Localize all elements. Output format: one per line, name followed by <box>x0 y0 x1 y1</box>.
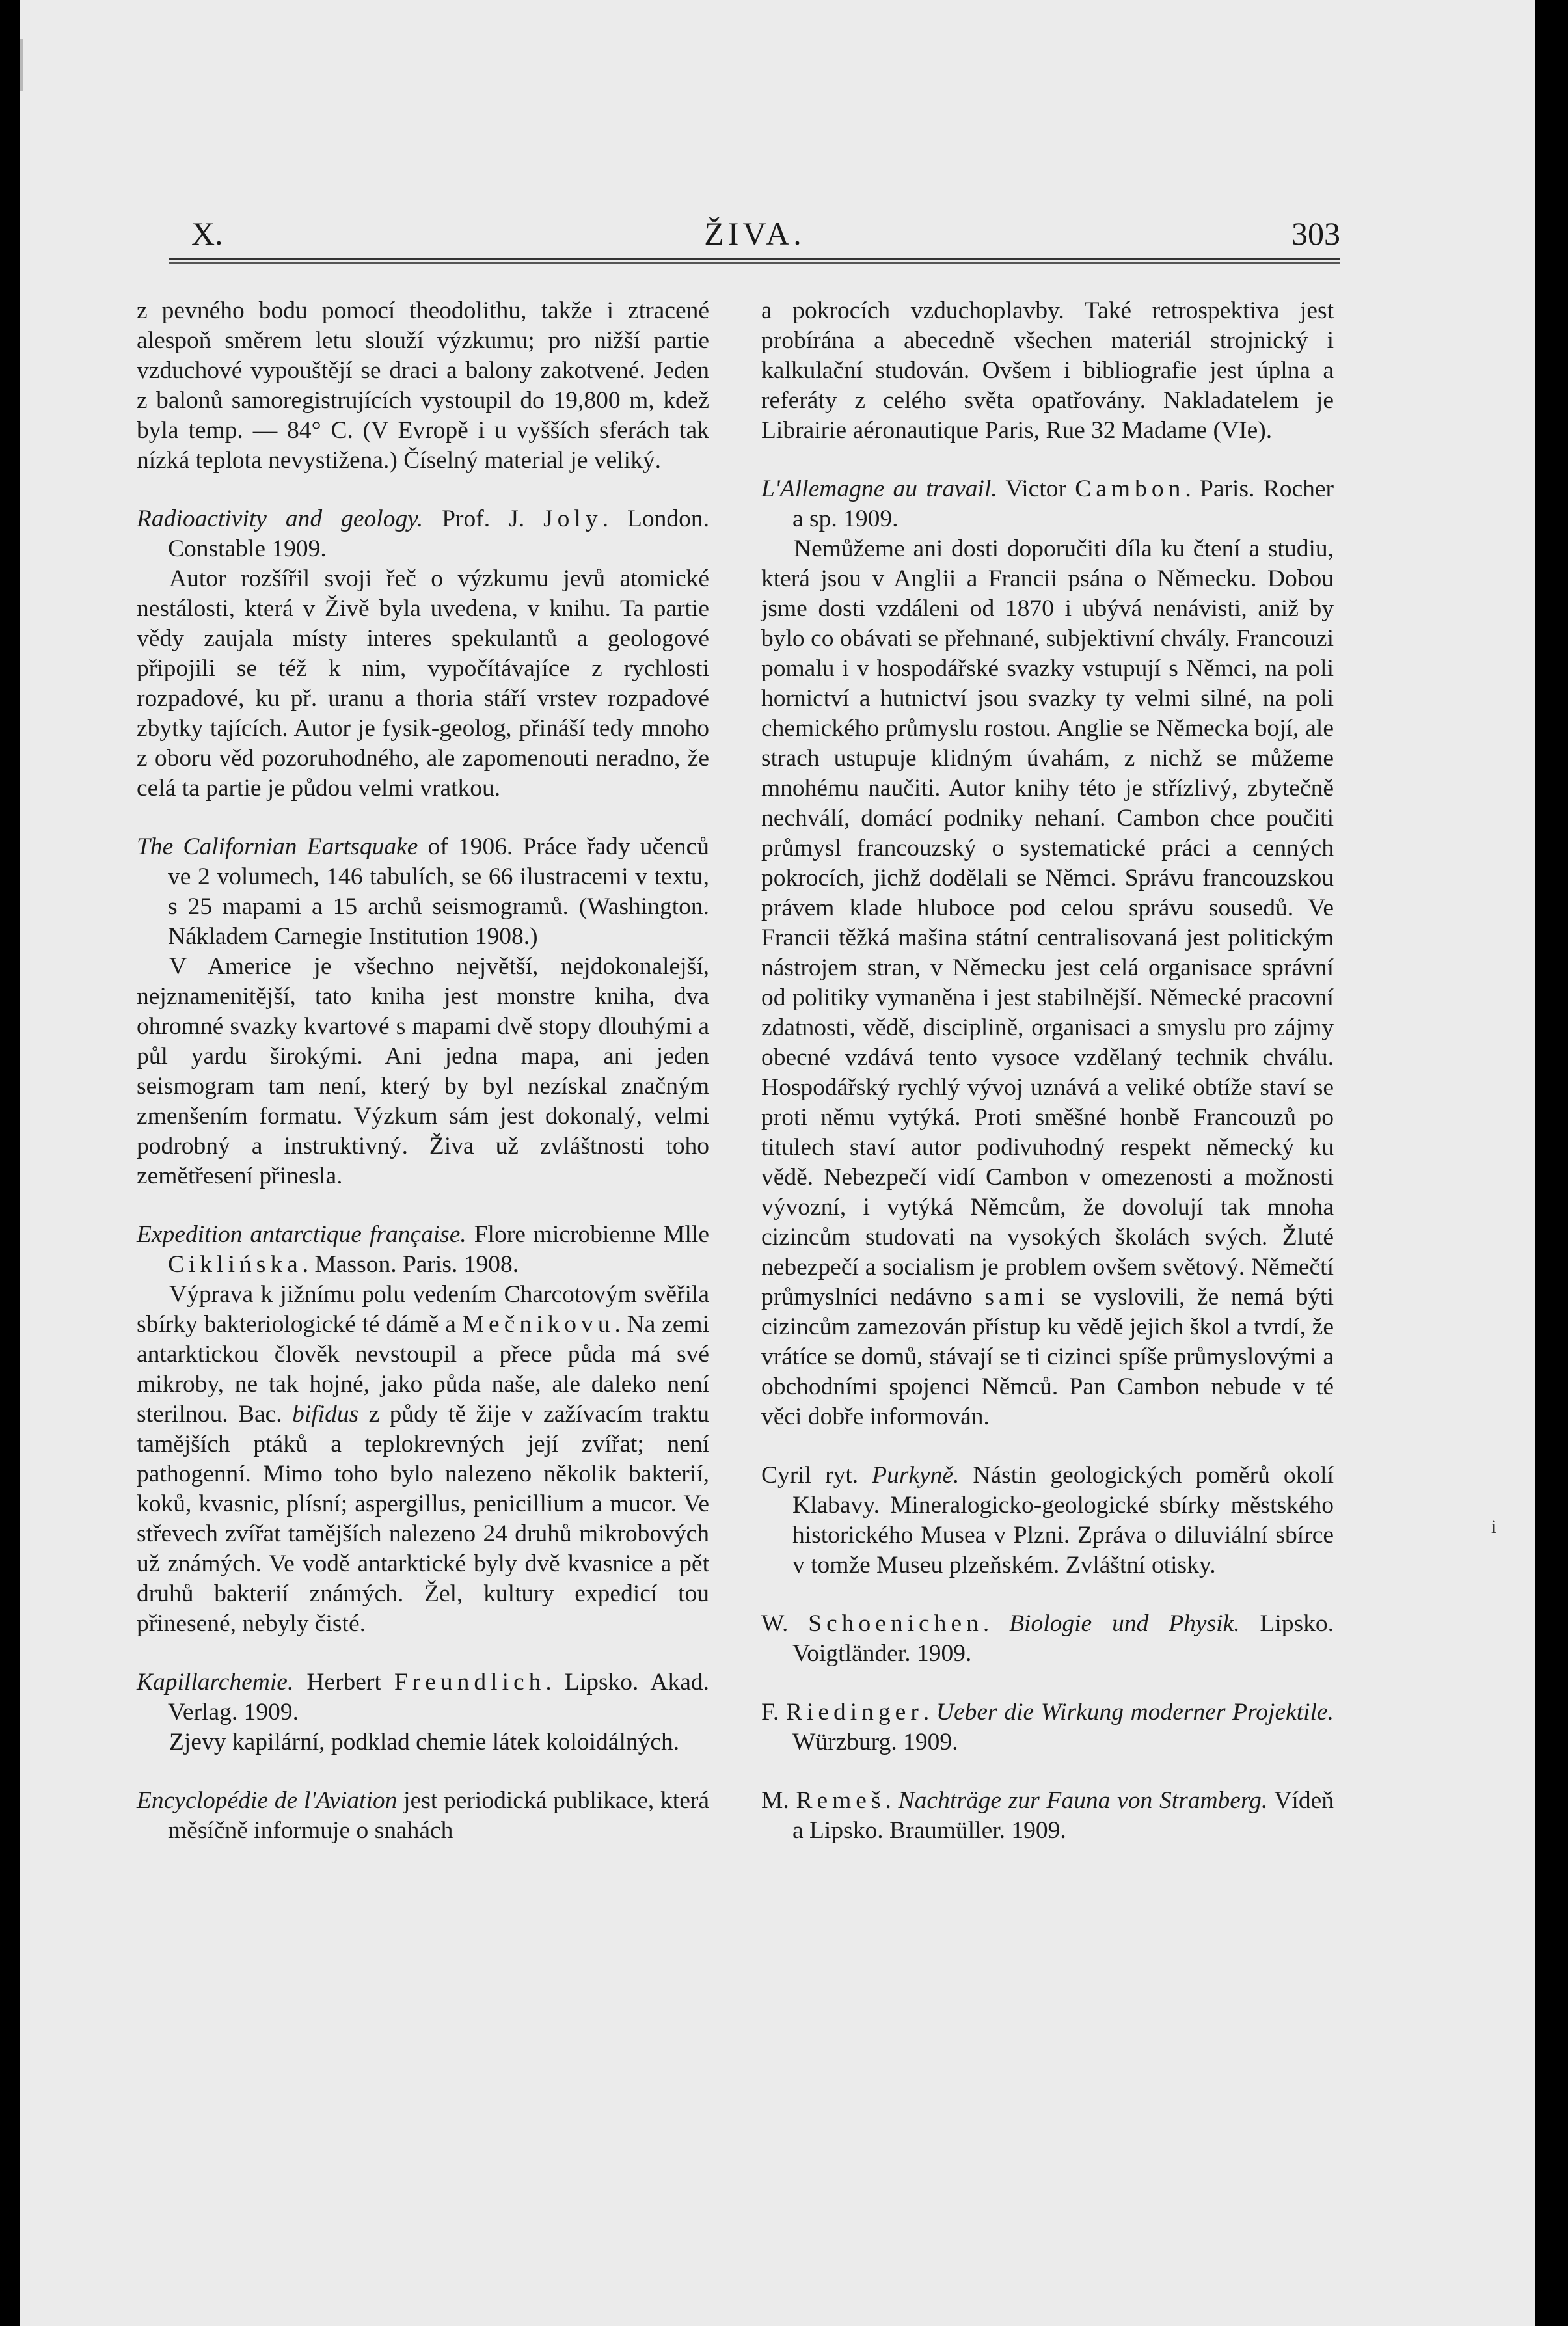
journal-title: ŽIVA. <box>704 215 805 252</box>
book-entry-schoenichen: W. Schoenichen. Biologie und Physik. Lipsko. Voigtländer. 1909. <box>761 1610 1334 1667</box>
book-title: Kapillarchemie. <box>137 1669 294 1696</box>
book-entry-allemagne-travail: L'Allemagne au travail. Victor Cambon. Paris. Rocher a sp. 1909. <box>761 476 1334 532</box>
header-rule-thin <box>169 262 1340 264</box>
review-text: Autor rozšířil svoji řeč o výzkumu jevů atomické nestálosti, která v Živě byla uvedena, v knihu. Ta partie vědy zaujala místy interes spekulantů a geologové připojili se též k nim, vypočítávajíce z rychlosti rozpadové, ku př. uranu a thoria stáří vrstev rozpadové zbytky tajících. Autor je fysik-geolog, přináší tedy mnoho z oboru věd pozoruhodného, ale zapomenouti neradno, že celá ta partie je půdou velmi vratkou. <box>137 565 709 802</box>
book-entry-kapillarchemie: Kapillarchemie. Herbert Freundlich. Lipsko. Akad. Verlag. 1909. <box>137 1669 710 1725</box>
author-name: Riedinger <box>785 1699 923 1725</box>
review-text: Výprava k jižnímu polu vedením Charcotovým svěřila sbírky bakteriologické té dámě a Mečnikovu. Na zemi antarktickou člověk nevstoupil a přece půda má své mikroby, ne tak hojné, jako půda naše, ale daleko není sterilnou. Bac. bifidus z půdy tě žije v zažívacím traktu tamějších ptáků a teplokrevných její zvířat; není pathogenní. Mimo toho bylo nalezeno několik bakterií, koků, kvasnic, plísní; aspergillus, penicillium a mucor. Ve střevech zvířat tamějších nalezeno 24 druhů mikrobových už známých. Ve vodě antarktické byly dvě kvasnice a pět druhů bakterií známých. Žel, kultury expedicí tou přinesené, nebyly čisté. <box>137 1281 710 1637</box>
author-name: Joly <box>543 506 602 532</box>
book-title: The Californian Eartsquake <box>137 833 418 860</box>
header-rule <box>169 258 1340 260</box>
continued-paragraph: a pokrocích vzduchoplavby. Také retrospektiva jest probírána a abecedně všechen materiál strojnický i kalkulační studován. Ovšem i bibliografie jest úplna a referáty z celého světa opatřovány. Nakladatelem je Librairie aéronautique Paris, Rue 32 Madame (VIe). <box>761 297 1334 444</box>
left-column <box>137 296 709 1846</box>
review-text: Zjevy kapilární, podklad chemie látek koloidálných. <box>169 1729 680 1755</box>
book-entry-purkyne: Cyril ryt. Purkyně. Nástin geologických poměrů okolí Klabavy. Mineralogicko-geologické sbírky městského historického Musea v Plzni. Zpráva o diluviální sbírce v tomže Museu plzeňském. Zvláštní otisky. <box>761 1462 1334 1578</box>
book-title: Encyclopédie de l'Aviation <box>137 1787 398 1814</box>
book-entry-riedinger: F. Riedinger. Ueber die Wirkung moderner Projektile. Würzburg. 1909. <box>761 1699 1334 1755</box>
author-name: Freundlich <box>394 1669 546 1696</box>
author-name: Cambon <box>1075 476 1185 502</box>
author-name: Ciklińska <box>168 1251 303 1278</box>
review-text: V Americe je všechno největší, nejdokonalejší, nejznamenitější, tato kniha jest monstre kniha, dva ohromné svazky kvartové s mapami dvě stopy dlouhými a půl yardu širokými. Ani jedna mapa, ani jeden seismogram tam není, který by byl nezískal značným zmenšením formatu. Výzkum sám jest dokonalý, velmi podrobný a instruktivný. Živa už zvláštnosti toho zemětřesení přinesla. <box>137 953 709 1189</box>
book-entry-remes: M. Remeš. Nachträge zur Fauna von Stramberg. Vídeň a Lipsko. Braumüller. 1909. <box>761 1787 1334 1844</box>
scanned-page <box>20 0 1535 2326</box>
right-column <box>761 296 1334 1846</box>
book-title: Biologie und Physik. <box>1009 1610 1240 1637</box>
book-title: Ueber die Wirkung moderner Projektile. <box>936 1699 1334 1725</box>
book-entry-expedition-antarctique: Expedition antarctique française. Flore microbienne Mlle Ciklińska. Masson. Paris. 1908. <box>137 1221 709 1278</box>
book-entry-radioactivity: Radioactivity and geology. Prof. J. Joly. London. Constable 1909. <box>137 506 709 562</box>
book-entry-encyclopedie-aviation: Encyclopédie de l'Aviation jest periodická publikace, která měsíčně informuje o snahách <box>137 1787 709 1844</box>
running-header <box>169 215 1340 252</box>
book-title: Expedition antarctique française. <box>137 1221 466 1248</box>
book-title: L'Allemagne au travail. <box>761 476 997 502</box>
review-text: Nemůžeme ani dosti doporučiti díla ku čtení a studiu, která jsou v Anglii a Francii psána o Německu. Dobou jsme dosti vzdáleni od 1870 i ubývá nenávisti, aniž by bylo co obávati se přehnané, subjektivní chvály. Francouzi pomalu i v hospodářské svazky vstupují s Němci, na poli hornictví a hutnictví jsou svazky ty velmi silné, na poli chemického průmyslu rostou. Anglie se Německa bojí, ale strach ustupuje klidným úvahám, z nichž se můžeme mnohému naučiti. Autor knihy této je střízlivý, zbytečně nechválí, domácí podniky nehaní. Cambon chce poučiti průmysl francouzský o systematické práci a cenných pokrocích, jichž dodělali se Němci. Správu francouzskou právem klade hluboce pod celou správu sousedů. Ve Francii těžká mašina státní centralisovaná jest politickým nástrojem stran, v Německu jest celá organisace správní od politiky vymaněna i jest stabilnější. Německé pracovní zdatnosti, vědě, disciplině, organisaci a smyslu pro zájmy obecné vzdává tento vysoce vzdělaný technik chválu. Hospodářský rychlý vývoj uznává a veliké obtíže staví se proti němu vytýká. Proti směšné honbě Francouzů po titulech staví autor podivuhodný respekt německý ku vědě. Nebezpečí vidí Cambon v omezenosti a možnosti vývozní, i vytýká Němcům, že dovolují tak mnoha cizincům studovati na vysokých školách svých. Žluté nebezpečí a socialism je problem ovšem světový. Němečtí průmyslníci nedávno sami se vyslovili, že nemá býti cizincům zamezován přístup ku vědě jejich škol a tvrdí, že vrátíce se domů, stávají se ti cizinci spíše průmyslovými a obchodními spojenci Němců. Pan Cambon nebude v té věci dobře informován. <box>761 535 1334 1430</box>
author-name: Schoenichen <box>808 1610 983 1637</box>
scan-edge-mark <box>20 39 69 91</box>
margin-mark: i <box>1491 1516 1497 1537</box>
author-name: Purkyně. <box>872 1462 960 1489</box>
book-title: Radioactivity and geology. <box>137 506 424 532</box>
volume-number: X. <box>191 215 223 252</box>
book-entry-californian-earthquake: The Californian Eartsquake of 1906. Práce řady učenců ve 2 volumech, 146 tabulích, se 66 ilustracemi v textu, s 25 mapami a 15 archů seismogramů. (Washington. Nákladem Carnegie Institution 1908.) <box>137 833 709 950</box>
page-number: 303 <box>1291 215 1340 252</box>
book-title: Nachträge zur Fauna von Stramberg. <box>898 1787 1268 1814</box>
author-name: Remeš <box>796 1787 885 1814</box>
continued-paragraph: z pevného bodu pomocí theodolithu, takže i ztracené alespoň směrem letu slouží výzkumu; pro nižší partie vzduchové vypouštějí se draci a balony zakotvené. Jeden z balonů samoregistrujících vystoupil do 19,800 m, kdež byla temp. — 84° C. (V Evropě i u vyšších sferách tak nízká teplota nevystižena.) Číselný material je veliký. <box>137 297 709 474</box>
